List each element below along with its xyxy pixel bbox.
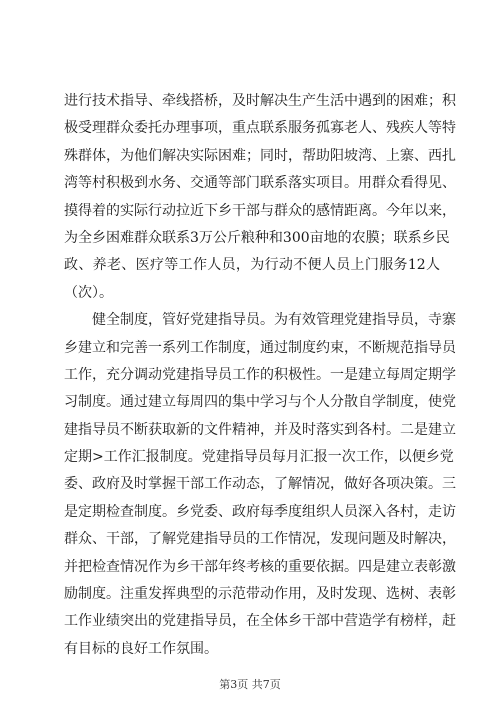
paragraph-1 — [64, 88, 456, 307]
text-line: 摸得着的实际行动拉近下乡干部与群众的感情距离。今年以来， — [64, 202, 456, 219]
text-line: 乡建立和完善一系列工作制度，通过制度约束，不断规范指导员 — [64, 339, 456, 356]
text-line: 建指导员不断获取新的文件精神，并及时落实到各村。二是建立 — [64, 421, 456, 438]
text-line: 健全制度，管好党建指导员。为有效管理党建指导员，寺寨 — [92, 312, 456, 329]
document-body — [64, 88, 456, 663]
page-footer — [0, 676, 500, 692]
text-line: 定期>工作汇报制度。党建指导员每月汇报一次工作，以便乡党 — [64, 449, 454, 466]
text-line: 极受理群众委托办理事项，重点联系服务孤寡老人、残疾人等特 — [64, 120, 456, 137]
text-line: 工作业绩突出的党建指导员，在全体乡干部中营造学有榜样，赶 — [64, 613, 456, 630]
text-line: （次）。 — [64, 284, 113, 301]
text-line: 习制度。通过建立每周四的集中学习与个人分散自学制度，使党 — [64, 394, 456, 411]
text-line: 湾等村积极到水务、交通等部门联系落实项目。用群众看得见、 — [64, 175, 456, 192]
text-line: 工作，充分调动党建指导员工作的积极性。一是建立每周定期学 — [64, 366, 456, 383]
text-line: 是定期检查制度。乡党委、政府每季度组织人员深入各村，走访 — [64, 503, 456, 520]
text-line: 群众、干部，了解党建指导员的工作情况，发现问题及时解决， — [64, 531, 456, 548]
text-line: 进行技术指导、牵线搭桥，及时解决生产生活中遇到的困难；积 — [64, 93, 456, 109]
text-line: 政、养老、医疗等工作人员，为行动不便人员上门服务12人 — [64, 257, 440, 274]
text-line: 并把检查情况作为乡干部年终考核的重要依据。四是建立表彰激 — [64, 558, 456, 575]
text-line: 为全乡困难群众联系3万公斤粮种和300亩地的农膜；联系乡民 — [64, 229, 450, 246]
text-line: 励制度。注重发挥典型的示范带动作用，及时发现、选树、表彰 — [64, 586, 456, 603]
paragraph-2 — [64, 307, 456, 663]
text-line: 委、政府及时掌握干部工作动态，了解情况，做好各项决策。三 — [64, 476, 456, 493]
text-line: 有目标的良好工作氛围。 — [64, 640, 218, 657]
text-line: 殊群体，为他们解决实际困难；同时，帮助阳坡湾、上寨、西扎 — [64, 147, 456, 164]
page-number: 第3页 共7页 — [219, 678, 281, 691]
